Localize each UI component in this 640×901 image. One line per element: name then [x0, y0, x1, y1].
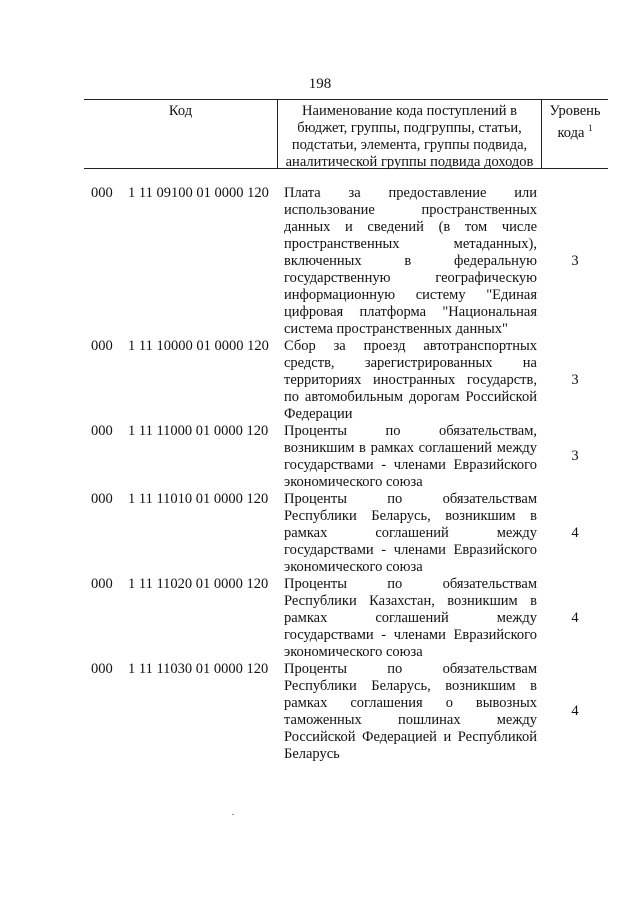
row-level: 3 [571, 448, 579, 464]
row-code: 1 11 11000 01 0000 120 [128, 423, 269, 439]
row-level: 4 [571, 703, 579, 719]
row-code: 1 11 11030 01 0000 120 [128, 661, 269, 677]
row-admin-code: 000 [91, 338, 113, 354]
table-row [0, 576, 640, 661]
row-code: 1 11 11010 01 0000 120 [128, 491, 269, 507]
row-admin-code: 000 [91, 576, 113, 592]
header-level-footnote: 1 [588, 123, 593, 133]
table-row [0, 661, 640, 763]
row-admin-code: 000 [91, 491, 113, 507]
table-row [0, 338, 640, 423]
table-header [84, 99, 608, 169]
table-row [0, 185, 640, 338]
table-row [0, 423, 640, 491]
row-name: Проценты по обязательствам Республики Беларусь, возникшим в рамках соглашений между государствами - членами Евразийского экономического союза [284, 491, 537, 575]
row-name: Проценты по обязательствам, возникшим в рамках соглашений между государствами - членами Евразийского экономического союза [284, 423, 537, 490]
row-admin-code: 000 [91, 661, 113, 677]
row-code: 1 11 09100 01 0000 120 [128, 185, 269, 201]
table-row [0, 491, 640, 576]
header-level-label: Уровень кода [549, 103, 601, 141]
row-name: Проценты по обязательствам Республики Казахстан, возникшим в рамках соглашений между государствами - членами Евразийского экономического союза [284, 576, 537, 660]
row-level: 4 [571, 525, 579, 541]
row-code: 1 11 10000 01 0000 120 [128, 338, 269, 354]
row-code: 1 11 11020 01 0000 120 [128, 576, 269, 592]
scan-speck [232, 814, 234, 815]
header-code: Код [84, 100, 278, 168]
row-level: 3 [571, 253, 579, 269]
header-level [542, 100, 608, 168]
row-name: Проценты по обязательствам Республики Беларусь, возникшим в рамках соглашения о вывозных таможенных пошлинах между Российской Федерацией и Республикой Беларусь [284, 661, 537, 762]
row-level: 4 [571, 610, 579, 626]
page-number: 198 [308, 76, 332, 92]
row-level: 3 [571, 372, 579, 388]
row-admin-code: 000 [91, 185, 113, 201]
row-admin-code: 000 [91, 423, 113, 439]
row-name: Сбор за проезд автотранспортных средств, зарегистрированных на территориях иностранных государств, по автомобильным дорогам Российской Федерации [284, 338, 537, 422]
row-name: Плата за предоставление или использование пространственных данных и сведений (в том числе пространственных метаданных), включенных в федеральную государственную географическую информационную систему "Единая цифровая платформа "Национальная система пространственных данных" [284, 185, 537, 337]
table-body [0, 185, 640, 763]
header-name: Наименование кода поступлений в бюджет, группы, подгруппы, статьи, подстатьи, элемента, группы подвида, аналитической группы подвида доходов [278, 100, 542, 168]
